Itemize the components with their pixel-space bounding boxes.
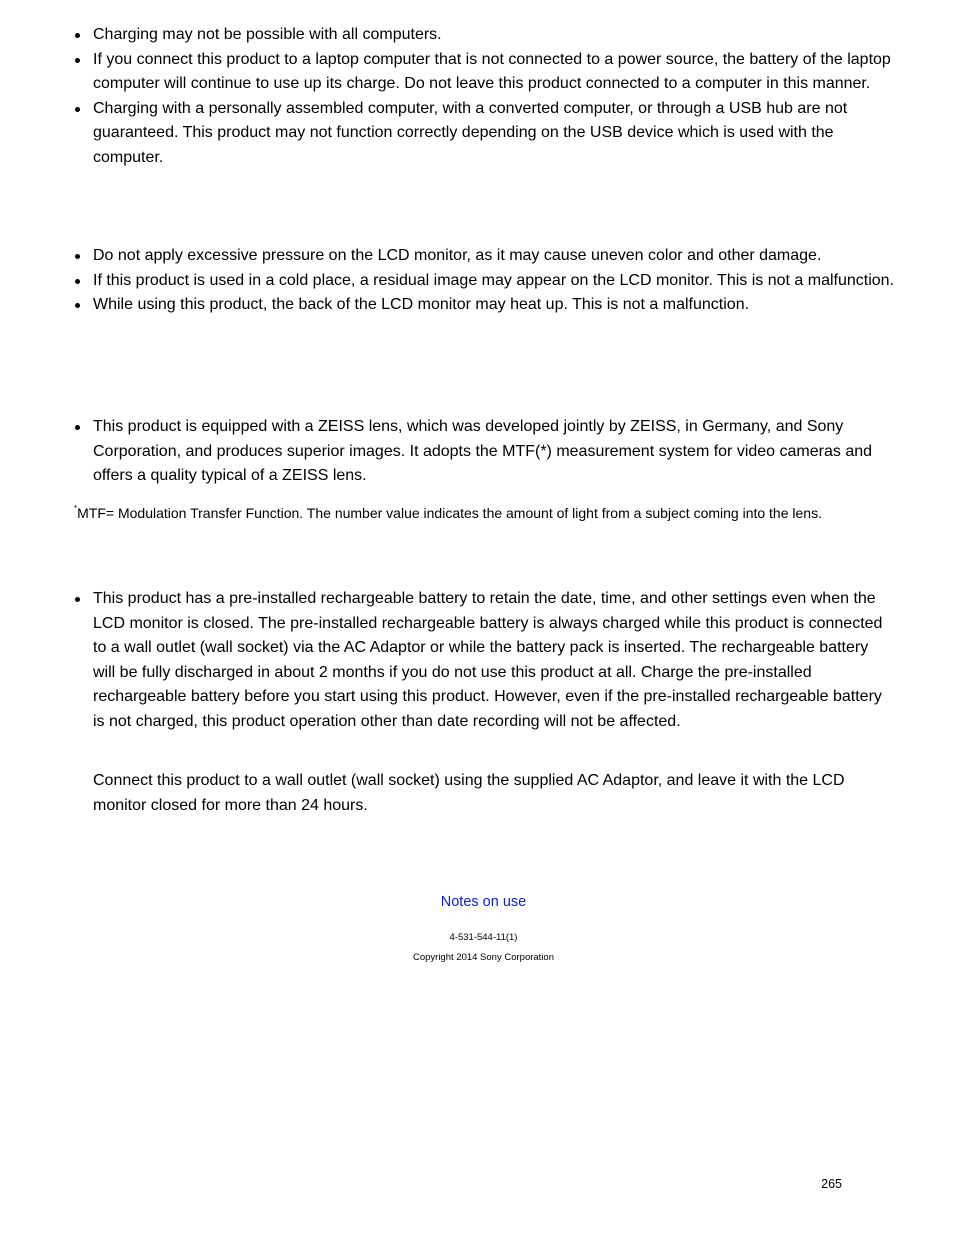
page-number: 265 [821,1177,842,1191]
computer-charging-notes [74,23,894,170]
bullet-icon [75,254,80,259]
bullet-icon [75,279,80,284]
document-code: 4-531-544-11(1) [449,932,518,943]
bullet-list [74,587,894,734]
list-item: If this product is used in a cold place, a residual image may appear on the LCD monitor. This is not a malfunction. [74,269,894,294]
bullet-list [74,415,894,489]
list-item: This product has a pre-installed rechargeable battery to retain the date, time, and other settings even when the LCD monitor is closed. The pre-installed rechargeable battery is always charged while this product is connected to a wall outlet (wall socket) via the AC Adaptor or while the battery pack is inserted. The rechargeable battery will be fully discharged in about 2 months if you do not use this product at all. Charge the pre-installed rechargeable battery before you start using this product. However, even if the pre-installed rechargeable battery is not charged, this product operation other than date recording will not be affected. [74,587,894,734]
bullet-icon [75,33,80,38]
mtf-footnote [74,499,874,523]
bullet-icon [75,58,80,63]
bullet-icon [75,107,80,112]
list-item: Do not apply excessive pressure on the LCD monitor, as it may cause uneven color and other damage. [74,244,894,269]
lens-notes [74,415,894,489]
copyright: Copyright 2014 Sony Corporation [412,952,554,963]
notes-on-use-link[interactable]: Notes on use [440,894,527,910]
bullet-icon [75,597,80,602]
list-item: Charging with a personally assembled computer, with a converted computer, or through a USB hub are not guaranteed. This product may not function correctly depending on the USB device which is used with the computer. [74,97,894,171]
footnote-mark: * [74,504,78,513]
list-item: While using this product, the back of the LCD monitor may heat up. This is not a malfunction. [74,293,894,318]
bullet-list [74,244,894,318]
charging-instruction: Connect this product to a wall outlet (wall socket) using the supplied AC Adaptor, and leave it with the LCD monitor closed for more than 24 hours. [93,772,845,814]
rechargeable-battery-notes [74,587,894,734]
bullet-list [74,23,894,170]
list-item: This product is equipped with a ZEISS lens, which was developed jointly by ZEISS, in Germany, and Sony Corporation, and produces superior images. It adopts the MTF(*) measurement system for video cameras and offers a quality typical of a ZEISS lens. [74,415,894,489]
lcd-monitor-notes [74,244,894,318]
bullet-icon [75,425,80,430]
bullet-icon [75,303,80,308]
footnote-text: MTF= Modulation Transfer Function. The number value indicates the amount of light from a subject coming into the lens. [77,505,822,521]
list-item: Charging may not be possible with all computers. [74,23,894,48]
list-item: If you connect this product to a laptop computer that is not connected to a power source, the battery of the laptop computer will continue to use up its charge. Do not leave this product connected to a computer in this manner. [74,48,894,97]
